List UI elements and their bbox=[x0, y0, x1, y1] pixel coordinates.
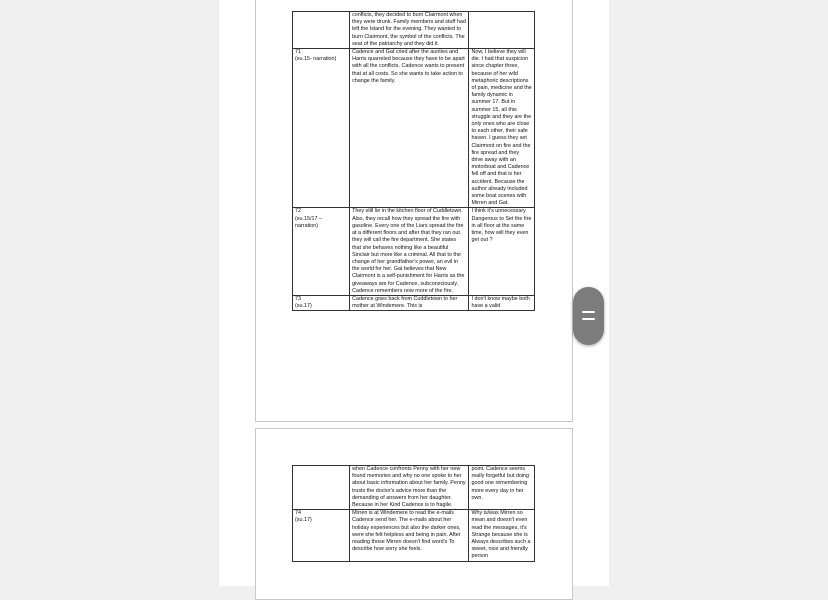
reading-log-table bbox=[292, 465, 535, 562]
table-row bbox=[293, 295, 535, 310]
table-row bbox=[293, 12, 535, 49]
table-row bbox=[293, 466, 535, 510]
document-page bbox=[255, 428, 573, 600]
comment-cell: Now, I believe they will die. I had that suspicion since chapter three, because of her wild metaphoric descriptions of pain, medicine and the family dynamic in summer 17. But in summer 15, all this struggle and they are the only ones who are close to each other, their safe haven. I guess they set Clairmont on fire and the fire spread and they drive away with an motorboat and Cadence fell off and that is her accident. Because the author already included some boat scenes with Mirren and Gat. bbox=[469, 49, 535, 208]
chapter-cell: 71 (su.15- narration) bbox=[293, 49, 350, 208]
summary-cell: They still lie in the kitchen floor of Cuddletown. Also, they recall how they spread the fire with gasoline. Every one of the Liars spread the fire at a different floors and after that they ran out. they will call the fire department. She states that she behaves nothing like a beautiful Sinclair but more like a criminal. All that to the change of her grandfather's power, an evil in the world for her. Gat believes that New Clairmont is a self-punishment for Harris as the giveaways are for Cadence, subconsciously. Cadence remembers now more of the fire. bbox=[350, 208, 469, 295]
comment-cell: I think it's unnecessary Dangerous to Set the fire in all floor at the same time, how will they even get out ? bbox=[469, 208, 535, 295]
reading-log-table bbox=[292, 11, 535, 311]
summary-cell: Cadence and Gat cried after the aunties and Harris quarreled because they have to be apart with all the conflicts. Cadence wants to present that at all costs. So she wants to take action to change the family. bbox=[350, 49, 469, 208]
comment-cell: Why is/was Mirren so mean and doesn't even read the messages, it's Strange because she is Always describes such a sweet, nice and friendly person bbox=[469, 510, 535, 561]
grip-icon bbox=[582, 311, 595, 313]
comment-cell bbox=[469, 12, 535, 49]
document-page bbox=[255, 0, 573, 422]
comment-cell: point. Cadence seems really forgetful but doing good one remembering more every day in her own. bbox=[469, 466, 535, 510]
summary-cell: Mirren is at Windemere to read the e-mails Cadence send her. The e-mails about her holiday experiences but also the darker ones, were she felt helpless and being in pain. After reading those Mirren doesn't find word's To describe how sorry she feels. bbox=[350, 510, 469, 561]
chapter-cell: 72 (su.15/17 – narration) bbox=[293, 208, 350, 295]
chapter-cell bbox=[293, 466, 350, 510]
scroll-handle[interactable] bbox=[573, 287, 604, 345]
table-row bbox=[293, 510, 535, 561]
summary-cell: Cadence goes back from Cuddletown to her mother at Windemere. This is bbox=[350, 295, 469, 310]
table-row bbox=[293, 49, 535, 208]
summary-cell: when Cadence confronts Penny with her new found memories and why no one spoke to her about basic information about her family. Penny trusts the doctor's advice more than the demanding of answers from her daughter. Because in her Kind Cadence is to fragile. bbox=[350, 466, 469, 510]
chapter-cell: 74 (su.17) bbox=[293, 510, 350, 561]
chapter-cell: 73 (su.17) bbox=[293, 295, 350, 310]
grip-icon bbox=[582, 318, 595, 320]
table-row bbox=[293, 208, 535, 295]
summary-cell: conflicts, they decided to burn Clairmont when they were drunk. Family members and stuff had left the Island for the evening. They wanted to burn Clairmont, the symbol of the conflicts. The seat of the patriarchy and they did it. bbox=[350, 12, 469, 49]
comment-cell: I don't know maybe both have a valid bbox=[469, 295, 535, 310]
chapter-cell bbox=[293, 12, 350, 49]
